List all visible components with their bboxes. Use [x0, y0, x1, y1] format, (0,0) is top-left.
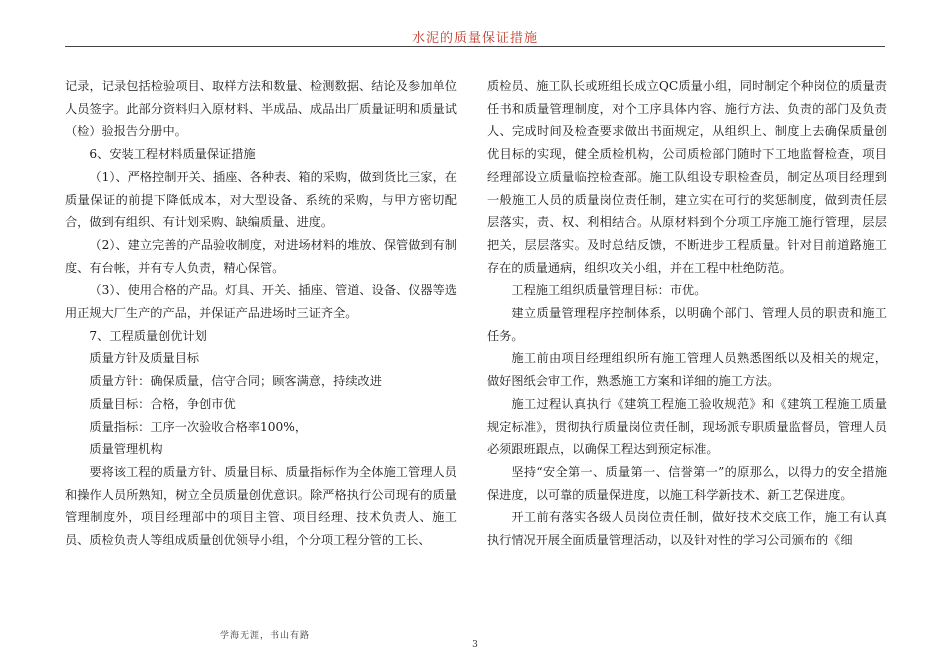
paragraph: 质量指标：工序一次验收合格率100%，: [89, 419, 308, 434]
paragraph: 坚持“安全第一、质量第一、信誉第一”的原那么，以得力的安全措施保进度，以可靠的质量保进度，以施工科学新技术、新工艺保进度。: [487, 464, 887, 502]
paragraph: 质量管理机构: [89, 442, 163, 457]
paragraph: 6、安装工程材料质量保证措施: [89, 147, 256, 162]
right-text-column: [487, 75, 887, 552]
paragraph: 质量方针：确保质量，信守合同；顾客满意，持续改进: [89, 374, 382, 389]
paragraph: 施工过程认真执行《建筑工程施工验收规范》和《建筑工程施工质量规定标准》，贯彻执行质量岗位责任制，现场派专职质量监督员，管理人员必须跟班跟点，以确保工程达到预定标准。: [487, 396, 887, 457]
paragraph: 记录，记录包括检验项目、取样方法和数量、检测数据、结论及参加单位人员签字。此部分资料归入原材料、半成品、成品出厂质量证明和质量试（检）验报告分册中。: [65, 79, 457, 139]
paragraph: 建立质量管理程序控制体系，以明确个部门、管理人员的职责和施工任务。: [487, 306, 887, 343]
paragraph: （2）、建立完善的产品验收制度，对进场材料的堆放、保管做到有制度、有台帐，并有专人负责，精心保管。: [65, 237, 457, 275]
paragraph: 质量方针及质量目标: [89, 351, 200, 366]
paragraph: 质量目标：合格，争创市优: [89, 396, 236, 411]
paragraph: 施工前由项目经理组织所有施工管理人员熟悉图纸以及相关的规定，做好图纸会审工作，熟悉施工方案和详细的施工方法。: [487, 351, 887, 389]
paragraph: 工程施工组织质量管理目标：市优。: [511, 283, 707, 298]
paragraph: 质检员、施工队长或班组长成立QC质量小组，同时制定个种岗位的质量责任书和质量管理制度，对个工序具体内容、施行方法、负责的部门及负责人、完成时间及检查要求做出书面规定，从组织上、制度上去确保质量创优目标的实现，健全质检机构，公司质检部门随时下工地监督检查，项目经理部设立质量临控检查部。施工队组设专职检查员，制定丛项目经理到一般施工人员的质量岗位责任制，建立实在可行的奖惩制度，做到责任层层落实，责、权、利相结合。从原材料到个分项工序施工施行管理，层层把关，层层落实。及时总结反馈，不断进步工程质量。针对目前道路施工存在的质量通病，组织攻关小组，并在工程中杜绝防范。: [487, 79, 887, 275]
paragraph: 7、工程质量创优计划: [89, 328, 207, 343]
left-text-column: [65, 75, 457, 552]
paragraph: 要将该工程的质量方针、质量目标、质量指标作为全体施工管理人员和操作人员所熟知，树立全员质量创优意识。除严格执行公司现有的质量管理制度外，项目经理部中的项目主管、项目经理、技术负责人、施工员、质检负责人等组成质量创优领导小组，个分项工程分管的工长、: [65, 464, 457, 548]
page-number: 3: [472, 640, 478, 650]
paragraph: 开工前有落实各级人员岗位责任制，做好技术交底工作，施工有认真执行情况开展全面质量管理活动，以及针对性的学习公司颁布的《细: [487, 510, 887, 548]
document-header-title: 水泥的质量保证措施: [411, 31, 538, 46]
footer-note: 学海无涯，书山有路: [220, 631, 311, 641]
header-divider: [65, 46, 885, 47]
paragraph: （1）、严格控制开关、插座、各种表、箱的采购，做到货比三家，在质量保证的前提下降低成本，对大型设备、系统的采购，与甲方密切配合，做到有组织、有计划采购、缺编质量、进度。: [65, 169, 457, 230]
paragraph: （3）、使用合格的产品。灯具、开关、插座、管道、设备、仪器等选用正规大厂生产的产品，并保证产品进场时三证齐全。: [65, 283, 457, 321]
